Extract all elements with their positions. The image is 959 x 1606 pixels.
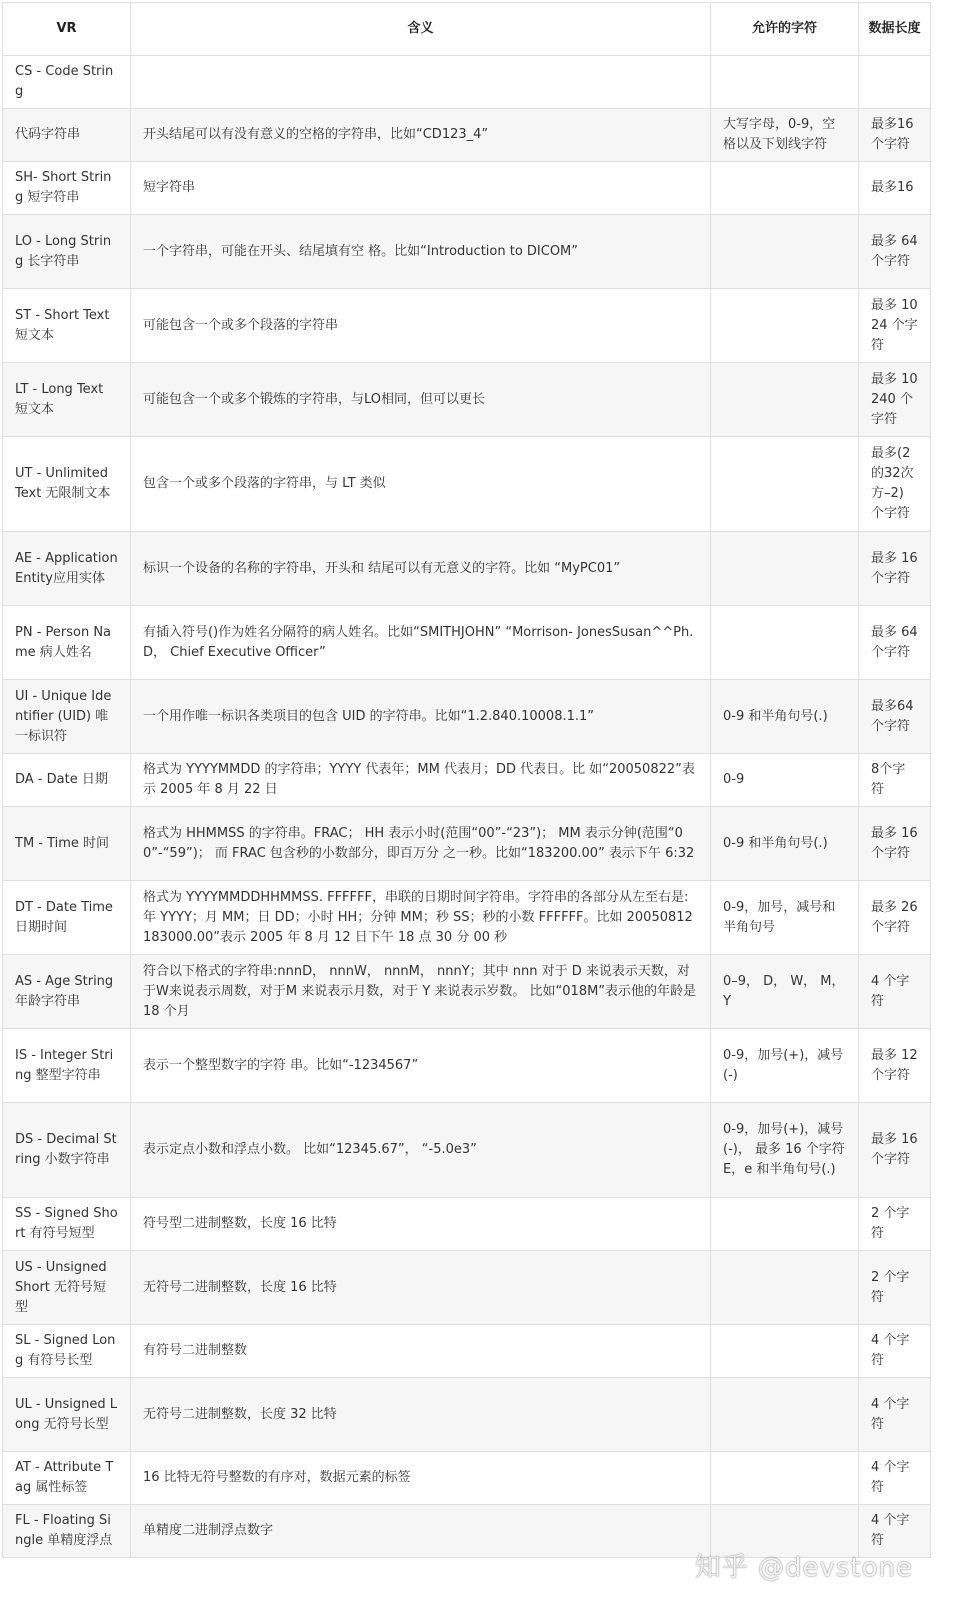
cell-chars bbox=[711, 1505, 859, 1558]
cell-chars bbox=[711, 1251, 859, 1325]
cell-vr: SH- Short String 短字符串 bbox=[3, 162, 131, 215]
header-vr: VR bbox=[3, 3, 131, 56]
table-row bbox=[3, 1198, 931, 1251]
cell-vr: SL - Signed Long 有符号长型 bbox=[3, 1325, 131, 1378]
cell-meaning: 可能包含一个或多个锻炼的字符串，与LO相同，但可以更长 bbox=[131, 363, 711, 437]
table-row bbox=[3, 1251, 931, 1325]
cell-length: 8个字符 bbox=[859, 754, 931, 807]
cell-vr: AS - Age String 年龄字符串 bbox=[3, 955, 131, 1029]
table-row bbox=[3, 289, 931, 363]
cell-length: 最多 16 个字符 bbox=[859, 532, 931, 606]
cell-length: 最多16 bbox=[859, 162, 931, 215]
cell-vr: FL - Floating Single 单精度浮点 bbox=[3, 1505, 131, 1558]
table-row bbox=[3, 754, 931, 807]
cell-length: 4 个字符 bbox=[859, 955, 931, 1029]
cell-meaning: 表示一个整型数字的字符 串。比如“-1234567” bbox=[131, 1029, 711, 1103]
table-row bbox=[3, 215, 931, 289]
cell-vr: SS - Signed Short 有符号短型 bbox=[3, 1198, 131, 1251]
cell-vr: US - Unsigned Short 无符号短型 bbox=[3, 1251, 131, 1325]
cell-length: 最多16个字符 bbox=[859, 109, 931, 162]
cell-length: 最多64 个字符 bbox=[859, 680, 931, 754]
cell-vr: DT - Date Time 日期时间 bbox=[3, 881, 131, 955]
table-row bbox=[3, 56, 931, 109]
cell-meaning: 标识一个设备的名称的字符串，开头和 结尾可以有无意义的字符。比如 “MyPC01” bbox=[131, 532, 711, 606]
cell-chars: 0-9 和半角句号(.) bbox=[711, 807, 859, 881]
cell-chars bbox=[711, 56, 859, 109]
cell-meaning: 16 比特无符号整数的有序对，数据元素的标签 bbox=[131, 1452, 711, 1505]
cell-meaning: 无符号二进制整数，长度 16 比特 bbox=[131, 1251, 711, 1325]
cell-meaning: 有符号二进制整数 bbox=[131, 1325, 711, 1378]
cell-chars bbox=[711, 162, 859, 215]
cell-chars: 0-9，加号，减号和半角句号 bbox=[711, 881, 859, 955]
cell-chars bbox=[711, 289, 859, 363]
cell-meaning: 无符号二进制整数，长度 32 比特 bbox=[131, 1378, 711, 1452]
cell-chars: 0-9 bbox=[711, 754, 859, 807]
cell-vr: DS - Decimal String 小数字符串 bbox=[3, 1103, 131, 1198]
table-row bbox=[3, 437, 931, 532]
cell-length: 最多(2的32次方–2) 个字符 bbox=[859, 437, 931, 532]
cell-length: 4 个字符 bbox=[859, 1505, 931, 1558]
table-row bbox=[3, 363, 931, 437]
vr-table bbox=[2, 2, 931, 1558]
cell-vr: IS - Integer String 整型字符串 bbox=[3, 1029, 131, 1103]
cell-length: 最多 1024 个字符 bbox=[859, 289, 931, 363]
table-row bbox=[3, 881, 931, 955]
cell-chars bbox=[711, 606, 859, 680]
cell-chars: 0–9， D， W， M， Y bbox=[711, 955, 859, 1029]
cell-chars bbox=[711, 363, 859, 437]
table-row bbox=[3, 1103, 931, 1198]
watermark-text: 知乎 @devstone bbox=[694, 1553, 913, 1583]
cell-vr: DA - Date 日期 bbox=[3, 754, 131, 807]
cell-meaning: 短字符串 bbox=[131, 162, 711, 215]
cell-length: 最多 16 个字符 bbox=[859, 807, 931, 881]
cell-length bbox=[859, 56, 931, 109]
cell-vr: TM - Time 时间 bbox=[3, 807, 131, 881]
cell-length: 最多 12 个字符 bbox=[859, 1029, 931, 1103]
cell-meaning: 一个字符串，可能在开头、结尾填有空 格。比如“Introduction to DICOM” bbox=[131, 215, 711, 289]
cell-chars: 0-9，加号(+)，减号(-)， 最多 16 个字符 E，e 和半角句号(.) bbox=[711, 1103, 859, 1198]
cell-length: 最多 10240 个字符 bbox=[859, 363, 931, 437]
cell-length: 4 个字符 bbox=[859, 1452, 931, 1505]
cell-length: 2 个字符 bbox=[859, 1198, 931, 1251]
cell-length: 最多 64 个字符 bbox=[859, 606, 931, 680]
cell-chars bbox=[711, 215, 859, 289]
cell-vr: UI - Unique Identifier (UID) 唯一标识符 bbox=[3, 680, 131, 754]
table-row bbox=[3, 1378, 931, 1452]
cell-vr: ST - Short Text 短文本 bbox=[3, 289, 131, 363]
header-length: 数据长度 bbox=[859, 3, 931, 56]
table-row bbox=[3, 680, 931, 754]
table-row bbox=[3, 1505, 931, 1558]
cell-meaning: 单精度二进制浮点数字 bbox=[131, 1505, 711, 1558]
cell-vr: CS - Code String bbox=[3, 56, 131, 109]
cell-vr: AT - Attribute Tag 属性标签 bbox=[3, 1452, 131, 1505]
cell-vr: AE - Application Entity应用实体 bbox=[3, 532, 131, 606]
table-row bbox=[3, 532, 931, 606]
table-row bbox=[3, 1452, 931, 1505]
cell-chars bbox=[711, 1378, 859, 1452]
cell-length: 最多 64 个字符 bbox=[859, 215, 931, 289]
cell-length: 最多 16 个字符 bbox=[859, 1103, 931, 1198]
cell-meaning: 开头结尾可以有没有意义的空格的字符串，比如“CD123_4” bbox=[131, 109, 711, 162]
table-row bbox=[3, 162, 931, 215]
table-row bbox=[3, 955, 931, 1029]
cell-vr: 代码字符串 bbox=[3, 109, 131, 162]
table-row bbox=[3, 807, 931, 881]
cell-chars bbox=[711, 1325, 859, 1378]
cell-chars bbox=[711, 1198, 859, 1251]
cell-vr: UL - Unsigned Long 无符号长型 bbox=[3, 1378, 131, 1452]
table-row bbox=[3, 109, 931, 162]
cell-vr: PN - Person Name 病人姓名 bbox=[3, 606, 131, 680]
cell-meaning: 可能包含一个或多个段落的字符串 bbox=[131, 289, 711, 363]
cell-meaning: 符号型二进制整数，长度 16 比特 bbox=[131, 1198, 711, 1251]
cell-vr: LT - Long Text 短文本 bbox=[3, 363, 131, 437]
cell-meaning: 包含一个或多个段落的字符串，与 LT 类似 bbox=[131, 437, 711, 532]
cell-chars bbox=[711, 1452, 859, 1505]
cell-meaning: 有插入符号()作为姓名分隔符的病人姓名。比如“SMITHJOHN” “Morrison- JonesSusan^^Ph.D， Chief Executive Officer” bbox=[131, 606, 711, 680]
cell-vr: LO - Long String 长字符串 bbox=[3, 215, 131, 289]
cell-vr: UT - Unlimited Text 无限制文本 bbox=[3, 437, 131, 532]
cell-chars bbox=[711, 532, 859, 606]
cell-meaning: 表示定点小数和浮点小数。 比如“12345.67”， “-5.0e3” bbox=[131, 1103, 711, 1198]
cell-chars bbox=[711, 437, 859, 532]
cell-meaning: 格式为 YYYYMMDD 的字符串；YYYY 代表年；MM 代表月；DD 代表日。比 如“20050822”表示 2005 年 8 月 22 日 bbox=[131, 754, 711, 807]
cell-meaning: 一个用作唯一标识各类项目的包含 UID 的字符串。比如“1.2.840.10008.1.1” bbox=[131, 680, 711, 754]
cell-chars: 0-9 和半角句号(.) bbox=[711, 680, 859, 754]
table-row bbox=[3, 1029, 931, 1103]
cell-length: 最多 26 个字符 bbox=[859, 881, 931, 955]
cell-meaning: 格式为 HHMMSS 的字符串。FRAC； HH 表示小时(范围“00”-“23”)； MM 表示分钟(范围“00”-“59”)； 而 FRAC 包含秒的小数部分，即百万分 之一秒。比如“183200.00” 表示下午 6:32 bbox=[131, 807, 711, 881]
cell-meaning: 符合以下格式的字符串:nnnD， nnnW， nnnM， nnnY；其中 nnn 对于 D 来说表示天数，对于W来说表示周数，对于M 来说表示月数，对于 Y 来说表示岁数。 比如“018M”表示他的年龄是 18 个月 bbox=[131, 955, 711, 1029]
table-row bbox=[3, 1325, 931, 1378]
header-row bbox=[3, 3, 931, 56]
header-meaning: 含义 bbox=[131, 3, 711, 56]
header-chars: 允许的字符 bbox=[711, 3, 859, 56]
cell-meaning: 格式为 YYYYMMDDHHMMSS. FFFFFF，串联的日期时间字符串。字符串的各部分从左至右是:年 YYYY；月 MM；日 DD；小时 HH；分钟 MM；秒 SS；秒的小数 FFFFFF。比如 20050812183000.00”表示 2005 年 8 月 12 日下午 18 点 30 分 00 秒 bbox=[131, 881, 711, 955]
table-row bbox=[3, 606, 931, 680]
cell-length: 4 个字符 bbox=[859, 1325, 931, 1378]
cell-chars: 大写字母，0-9，空格以及下划线字符 bbox=[711, 109, 859, 162]
cell-meaning bbox=[131, 56, 711, 109]
cell-length: 2 个字符 bbox=[859, 1251, 931, 1325]
cell-chars: 0-9，加号(+)，减号(-) bbox=[711, 1029, 859, 1103]
cell-length: 4 个字符 bbox=[859, 1378, 931, 1452]
